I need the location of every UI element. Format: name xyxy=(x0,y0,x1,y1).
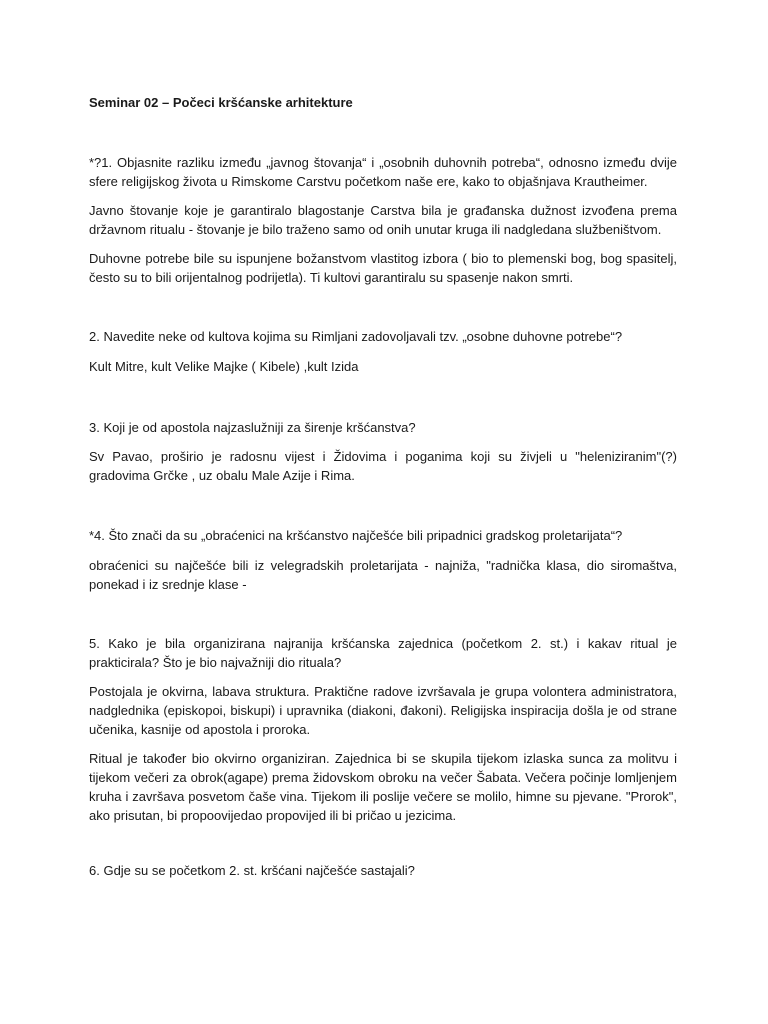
question-3: 3. Koji je od apostola najzaslužniji za širenje kršćanstva? xyxy=(89,420,416,435)
answer-2-text: Kult Mitre, kult Velike Majke ( Kibele) ,kult Izida xyxy=(89,359,359,374)
answer-5b: Ritual je također bio okvirno organiziran. Zajednica bi se skupila tijekom izlaska sunca za molitvu i tijekom večeri za obrok(agape) prema židovskom obroku na večer Šabata. Večera počinje lomljenjem kruha i završava posvetom čaše vina. Tijekom ili poslije večere se molilo, himne su pjevane. "Prorok", ako prisutan, bi propoovijedao propovijed ili bi pričao u jezicima. xyxy=(89,751,677,823)
answer-1a: Javno štovanje koje je garantiralo blagostanje Carstva bila je građanska dužnost izvođena prema državnom ritualu - štovanje je bilo traženo samo od onih unutar kruga ili nadgledana službeništvom. xyxy=(89,203,677,237)
document-title: Seminar 02 – Počeci kršćanske arhitekture xyxy=(89,95,353,110)
question-5: 5. Kako je bila organizirana najranija kršćanska zajednica (početkom 2. st.) i kakav ritual je prakticirala? Što je bio najvažniji dio rituala? xyxy=(89,636,677,670)
document-page xyxy=(89,0,677,1024)
question-4: *4. Što znači da su „obraćenici na kršćanstvo najčešće bili pripadnici gradskog proletarijata“? xyxy=(89,528,623,543)
question-1: *?1. Objasnite razliku između „javnog štovanja“ i „osobnih duhovnih potreba“, odnosno između dvije sfere religijskog života u Rimskome Carstvu početkom naše ere, kako to objašnjava Krautheimer. xyxy=(89,155,677,189)
question-6: 6. Gdje su se početkom 2. st. kršćani najčešće sastajali? xyxy=(89,863,415,878)
answer-4: obraćenici su najčešće bili iz velegradskih proletarijata - najniža, "radnička klasa, dio siromaštva, ponekad i iz srednje klase - xyxy=(89,558,677,592)
answer-5a: Postojala je okvirna, labava struktura. Praktične radove izvršavala je grupa volontera administratora, nadglednika (episkopoi, biskupi) i upravnika (diakoni, đakoni). Religijska inspiracija došla je od strane učenika, kasnije od apostola i proroka. xyxy=(89,684,677,737)
answer-3: Sv Pavao, proširio je radosnu vijest i Židovima i poganima koji su živjeli u "heleniziranim"(?) gradovima Grčke , uz obalu Male Azije i Rima. xyxy=(89,449,677,483)
question-2: 2. Navedite neke od kultova kojima su Rimljani zadovoljavali tzv. „osobne duhovne potrebe“? xyxy=(89,329,623,344)
answer-1b: Duhovne potrebe bile su ispunjene božanstvom vlastitog izbora ( bio to plemenski bog, bog spasitelj, često su to bili orijentalnog podrijetla). Ti kultovi garantiralu su spasenje nakon smrti. xyxy=(89,251,677,285)
